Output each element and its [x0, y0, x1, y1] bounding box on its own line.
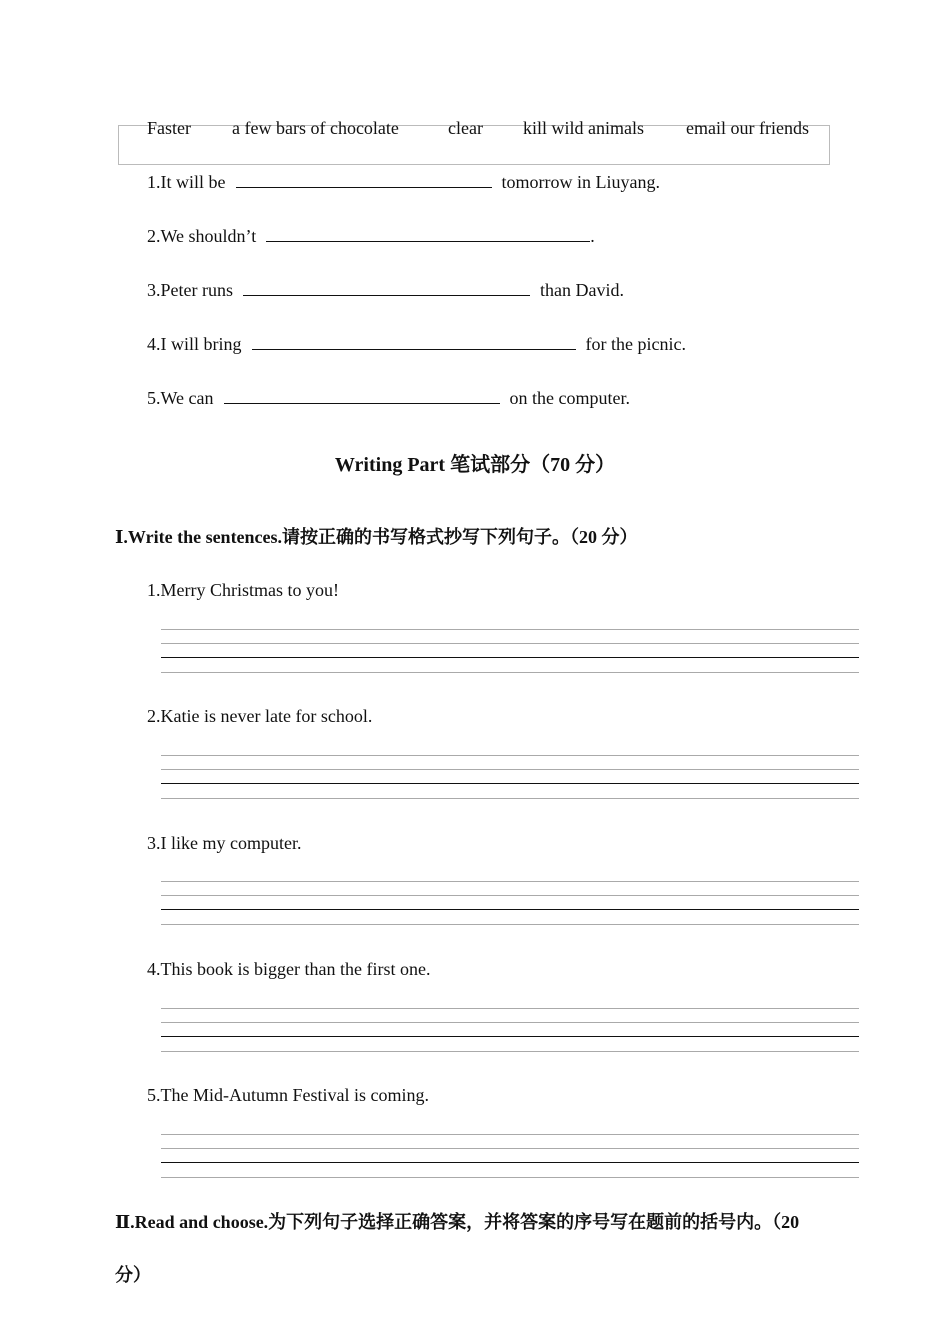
writing-lines[interactable]	[161, 629, 859, 675]
question-prefix: 1.It will be	[147, 172, 226, 192]
answer-blank[interactable]	[266, 227, 590, 242]
fill-blank-question	[147, 387, 630, 409]
fill-blank-question	[147, 171, 660, 193]
question-prefix: 2.We shouldn’t	[147, 226, 257, 246]
word-bank-item: kill wild animals	[523, 118, 644, 138]
question-suffix: for the picnic.	[585, 334, 686, 354]
section2-heading-cont: 分）	[115, 1265, 151, 1285]
question-suffix: .	[590, 226, 595, 246]
copy-sentence: 5.The Mid-Autumn Festival is coming.	[147, 1085, 429, 1105]
writing-lines[interactable]	[161, 1008, 859, 1054]
word-bank-item: a few bars of chocolate	[232, 118, 399, 138]
question-prefix: 3.Peter runs	[147, 280, 233, 300]
answer-blank[interactable]	[243, 281, 530, 296]
question-prefix: 5.We can	[147, 388, 214, 408]
writing-part-title: Writing Part 笔试部分（70 分）	[334, 454, 616, 476]
answer-blank[interactable]	[252, 335, 576, 350]
question-prefix: 4.I will bring	[147, 334, 242, 354]
fill-blank-question	[147, 225, 595, 247]
fill-blank-question	[147, 333, 686, 355]
question-suffix: tomorrow in Liuyang.	[501, 172, 660, 192]
section2-heading: Ⅱ.Read and choose.为下列句子选择正确答案，并将答案的序号写在题前的括号内。（20	[115, 1212, 800, 1232]
question-suffix: than David.	[539, 280, 624, 300]
answer-blank[interactable]	[236, 173, 492, 188]
copy-sentence: 2.Katie is never late for school.	[147, 706, 373, 726]
word-bank-item: Faster	[147, 118, 191, 138]
copy-sentence: 1.Merry Christmas to you!	[147, 580, 339, 600]
word-bank-item: clear	[448, 118, 483, 138]
question-suffix: on the computer.	[509, 388, 630, 408]
fill-blank-question	[147, 279, 624, 301]
word-bank-item: email our friends	[686, 118, 809, 138]
copy-sentence: 3.I like my computer.	[147, 833, 302, 853]
answer-blank[interactable]	[224, 389, 500, 404]
section1-heading: Ⅰ.Write the sentences.请按正确的书写格式抄写下列句子。（20 分）	[115, 527, 638, 547]
writing-lines[interactable]	[161, 881, 859, 927]
writing-lines[interactable]	[161, 1134, 859, 1180]
copy-sentence: 4.This book is bigger than the first one.	[147, 959, 431, 979]
writing-lines[interactable]	[161, 755, 859, 801]
